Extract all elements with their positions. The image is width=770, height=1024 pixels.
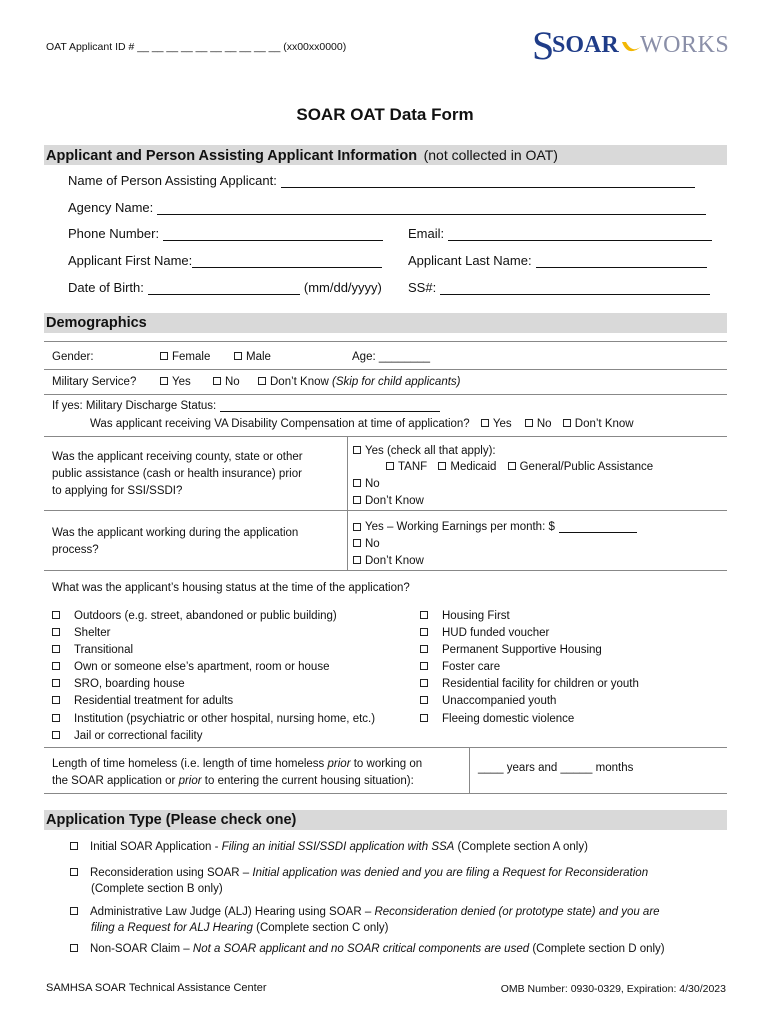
checkbox-icon[interactable] xyxy=(386,462,394,470)
housing-option[interactable] xyxy=(52,693,375,710)
va-row xyxy=(90,418,634,430)
option-label: Shelter xyxy=(74,627,111,640)
footer-left: SAMHSA SOAR Technical Assistance Center xyxy=(46,982,267,994)
housing-option[interactable] xyxy=(420,608,639,625)
option-label: No xyxy=(536,418,552,430)
homeless-text: to working on xyxy=(350,758,423,770)
checkbox-icon[interactable] xyxy=(52,696,60,704)
dob-row xyxy=(68,280,382,295)
section-heading: Demographics xyxy=(46,315,147,331)
assistance-types xyxy=(386,461,653,473)
gender-label: Gender: xyxy=(52,351,94,363)
homeless-text: the SOAR application or xyxy=(52,775,179,787)
housing-option[interactable] xyxy=(420,676,639,693)
dob-input[interactable] xyxy=(148,281,300,295)
assistance-question-line: Was the applicant receiving county, state or other xyxy=(52,451,303,463)
application-alj-option[interactable] xyxy=(70,904,660,936)
option-label: Transitional xyxy=(74,644,134,657)
housing-question: What was the applicant’s housing status at the time of the application? xyxy=(52,582,410,594)
person-assisting-label: Name of Person Assisting Applicant: xyxy=(68,173,277,188)
checkbox-icon[interactable] xyxy=(52,628,60,636)
discharge-label: If yes: Military Discharge Status: xyxy=(52,400,217,412)
checkbox-icon[interactable] xyxy=(420,611,428,619)
option-label: General/Public Assistance xyxy=(519,461,654,473)
option-label: Yes – Working Earnings per month: $ xyxy=(365,521,555,533)
ssn-label: SS#: xyxy=(408,280,437,295)
homeless-duration-field[interactable]: ____ years and _____ months xyxy=(478,762,634,774)
person-assisting-input[interactable] xyxy=(281,174,695,188)
working-no-option[interactable] xyxy=(353,538,380,550)
checkbox-icon[interactable] xyxy=(420,714,428,722)
checkbox-icon[interactable] xyxy=(353,539,361,547)
option-label: Residential treatment for adults xyxy=(74,695,234,708)
assistance-question-line: public assistance (cash or health insurance) prior xyxy=(52,468,302,480)
option-description: Filing an initial SSI/SSDI application with SSA xyxy=(221,841,455,853)
housing-option[interactable] xyxy=(52,728,375,745)
phone-input[interactable] xyxy=(163,227,383,241)
checkbox-icon[interactable] xyxy=(508,462,516,470)
option-label: Residential facility for children or youth xyxy=(442,678,639,691)
agency-label: Agency Name: xyxy=(68,200,154,215)
checkbox-icon[interactable] xyxy=(353,556,361,564)
checkbox-icon[interactable] xyxy=(438,462,446,470)
age-blank: ________ xyxy=(378,351,431,363)
checkbox-icon[interactable] xyxy=(420,696,428,704)
military-label: Military Service? xyxy=(52,376,137,388)
working-question-line: Was the applicant working during the application xyxy=(52,527,299,539)
gender-female-option[interactable] xyxy=(160,351,210,363)
option-label: Institution (psychiatric or other hospital, nursing home, etc.) xyxy=(74,712,376,725)
last-name-row xyxy=(408,253,707,268)
housing-option[interactable] xyxy=(52,659,375,676)
housing-option[interactable] xyxy=(52,642,375,659)
last-name-input[interactable] xyxy=(536,254,707,268)
housing-option[interactable] xyxy=(420,659,639,676)
first-name-label: Applicant First Name: xyxy=(68,253,193,268)
section-application-type-header xyxy=(44,810,727,830)
option-label: Administrative Law Judge (ALJ) Hearing using SOAR – xyxy=(90,906,375,918)
checkbox-icon[interactable] xyxy=(70,868,78,876)
divider xyxy=(347,436,348,510)
section-heading: Applicant and Person Assisting Applicant Information xyxy=(46,148,418,164)
option-label: Fleeing domestic violence xyxy=(442,712,575,725)
option-label: Don’t Know xyxy=(270,376,329,388)
working-question-line: process? xyxy=(52,544,99,556)
option-description: Initial application was denied and you are filing a Request for Reconsideration xyxy=(252,867,649,879)
agency-row xyxy=(68,200,706,215)
logo-s-icon: S xyxy=(532,23,555,68)
option-note: (Complete section C only) xyxy=(252,922,389,934)
option-description: Not a SOAR applicant and no SOAR critical components are used xyxy=(192,943,530,955)
housing-option[interactable] xyxy=(52,608,375,625)
housing-option[interactable] xyxy=(420,625,639,642)
person-assisting-row xyxy=(68,173,695,188)
divider xyxy=(44,793,727,794)
medicaid-option[interactable] xyxy=(438,461,496,473)
option-label: No xyxy=(225,376,240,388)
homeless-question xyxy=(52,756,422,790)
option-label: Foster care xyxy=(442,661,501,674)
tanf-option[interactable] xyxy=(386,461,427,473)
divider xyxy=(44,369,727,370)
option-label: Medicaid xyxy=(450,461,497,473)
housing-option[interactable] xyxy=(52,625,375,642)
general-assistance-option[interactable] xyxy=(508,461,654,473)
housing-option[interactable] xyxy=(52,711,375,728)
va-no-option[interactable] xyxy=(525,418,552,430)
checkbox-icon[interactable] xyxy=(52,611,60,619)
age-label: Age: xyxy=(352,351,376,363)
last-name-label: Applicant Last Name: xyxy=(408,253,532,268)
checkbox-icon[interactable] xyxy=(353,496,361,504)
checkbox-icon[interactable] xyxy=(420,662,428,670)
option-label: Yes xyxy=(172,376,191,388)
dob-format: (mm/dd/yyyy) xyxy=(303,280,382,295)
form-title: SOAR OAT Data Form xyxy=(296,105,474,124)
option-label: Outdoors (e.g. street, abandoned or public building) xyxy=(74,610,337,622)
application-non-soar-option[interactable] xyxy=(70,943,665,955)
soar-works-logo xyxy=(532,22,730,70)
section-heading-note: (not collected in OAT) xyxy=(423,147,558,163)
housing-left-list xyxy=(52,608,375,745)
option-label: No xyxy=(365,478,380,490)
first-name-row xyxy=(68,253,382,268)
checkbox-icon[interactable] xyxy=(52,679,60,687)
option-label: Don’t Know xyxy=(365,555,424,567)
divider xyxy=(44,436,727,437)
checkbox-icon[interactable] xyxy=(563,419,571,427)
checkbox-icon[interactable] xyxy=(258,377,266,385)
housing-option[interactable] xyxy=(420,711,639,728)
option-label: Reconsideration using SOAR – xyxy=(90,867,253,879)
option-label: Female xyxy=(172,351,211,363)
option-label: Unaccompanied youth xyxy=(442,695,557,708)
logo-works-text: WORKS xyxy=(640,32,730,58)
ssn-row xyxy=(408,280,710,295)
assistance-dont-know-option[interactable] xyxy=(353,495,424,507)
option-description: filing a Request for ALJ Hearing xyxy=(91,922,253,934)
application-reconsideration-option[interactable] xyxy=(70,865,648,897)
option-label: TANF xyxy=(398,461,428,473)
checkbox-icon[interactable] xyxy=(70,944,78,952)
housing-option[interactable] xyxy=(420,642,639,659)
logo-soar-text: SOAR xyxy=(552,32,619,58)
option-label: Don’t Know xyxy=(365,495,424,507)
checkbox-icon[interactable] xyxy=(160,377,168,385)
va-label: Was applicant receiving VA Disability Compensation at time of application? xyxy=(90,418,470,430)
military-yes-option[interactable] xyxy=(160,376,191,388)
checkbox-icon[interactable] xyxy=(420,628,428,636)
agency-input[interactable] xyxy=(157,201,706,215)
divider xyxy=(44,570,727,571)
option-label: Yes (check all that apply): xyxy=(365,445,496,457)
email-row xyxy=(408,226,712,241)
email-input[interactable] xyxy=(448,227,712,241)
discharge-row xyxy=(52,400,440,412)
checkbox-icon[interactable] xyxy=(353,479,361,487)
homeless-prior: prior xyxy=(178,775,202,787)
checkbox-icon[interactable] xyxy=(353,446,361,454)
checkbox-icon[interactable] xyxy=(481,419,489,427)
assistance-question-line: to applying for SSI/SSDI? xyxy=(52,485,183,497)
checkbox-icon[interactable] xyxy=(52,662,60,670)
section-demographics-header xyxy=(44,313,727,333)
earnings-input[interactable] xyxy=(559,521,637,533)
assistance-yes-option[interactable] xyxy=(353,445,496,457)
checkbox-icon[interactable] xyxy=(525,419,533,427)
divider xyxy=(469,747,470,793)
homeless-text: to entering the current housing situation): xyxy=(201,775,414,787)
option-label: Non-SOAR Claim – xyxy=(90,943,193,955)
divider xyxy=(347,510,348,570)
email-label: Email: xyxy=(408,226,445,241)
va-dont-know-option[interactable] xyxy=(563,418,634,430)
checkbox-icon[interactable] xyxy=(213,377,221,385)
working-dont-know-option[interactable] xyxy=(353,555,424,567)
checkbox-icon[interactable] xyxy=(52,714,60,722)
option-label: SRO, boarding house xyxy=(74,678,185,691)
divider xyxy=(44,747,727,748)
applicant-id-field[interactable]: OAT Applicant ID # __ __ __ __ __ __ __ __ __ __ (xx00xx0000) xyxy=(46,41,347,53)
housing-right-list xyxy=(420,608,639,728)
option-description: Reconsideration denied (or prototype state) and you are xyxy=(374,906,660,918)
checkbox-icon[interactable] xyxy=(160,352,168,360)
footer-right: OMB Number: 0930-0329, Expiration: 4/30/2023 xyxy=(500,983,726,995)
divider xyxy=(44,394,727,395)
va-yes-option[interactable] xyxy=(481,418,512,430)
first-name-input[interactable] xyxy=(192,254,382,268)
section-heading: Application Type (Please check one) xyxy=(46,812,297,828)
checkbox-icon[interactable] xyxy=(70,842,78,850)
option-label: Initial SOAR Application - xyxy=(90,841,222,853)
option-note: (Complete section A only) xyxy=(454,841,588,853)
option-label: Yes xyxy=(492,418,512,430)
option-label: Own or someone else’s apartment, room or house xyxy=(74,661,330,674)
housing-option[interactable] xyxy=(52,676,375,693)
discharge-input[interactable] xyxy=(220,400,440,412)
checkbox-icon[interactable] xyxy=(420,645,428,653)
option-label: Housing First xyxy=(442,610,510,622)
phone-label: Phone Number: xyxy=(68,226,160,241)
option-note: (Complete section D only) xyxy=(529,943,665,955)
option-label: Don’t Know xyxy=(574,418,634,430)
checkbox-icon[interactable] xyxy=(234,352,242,360)
military-dont-know-option[interactable] xyxy=(258,376,461,388)
option-label: Permanent Supportive Housing xyxy=(442,644,602,657)
option-label: No xyxy=(365,538,380,550)
gender-male-option[interactable] xyxy=(234,351,271,363)
assistance-no-option[interactable] xyxy=(353,478,380,490)
checkbox-icon[interactable] xyxy=(52,731,60,739)
option-label: Jail or correctional facility xyxy=(74,729,203,742)
option-label: Male xyxy=(246,351,271,363)
checkbox-icon[interactable] xyxy=(52,645,60,653)
section-applicant-info-header xyxy=(44,145,727,165)
military-no-option[interactable] xyxy=(213,376,240,388)
homeless-text: Length of time homeless (i.e. length of time homeless xyxy=(52,758,328,770)
checkbox-icon[interactable] xyxy=(70,907,78,915)
assistance-question xyxy=(52,449,303,500)
divider xyxy=(44,510,727,511)
ssn-input[interactable] xyxy=(440,281,710,295)
working-yes-option[interactable] xyxy=(353,521,637,533)
dob-label: Date of Birth: xyxy=(68,280,144,295)
phone-row xyxy=(68,226,383,241)
option-note: (Complete section B only) xyxy=(91,883,223,895)
housing-option[interactable] xyxy=(420,693,639,710)
skip-child-note: (Skip for child applicants) xyxy=(332,376,461,388)
option-label: HUD funded voucher xyxy=(442,627,550,640)
working-question xyxy=(52,525,298,559)
application-initial-option[interactable] xyxy=(70,841,588,853)
age-field[interactable] xyxy=(352,351,430,363)
checkbox-icon[interactable] xyxy=(353,523,361,531)
homeless-prior: prior xyxy=(327,758,351,770)
divider xyxy=(44,341,727,342)
checkbox-icon[interactable] xyxy=(420,679,428,687)
